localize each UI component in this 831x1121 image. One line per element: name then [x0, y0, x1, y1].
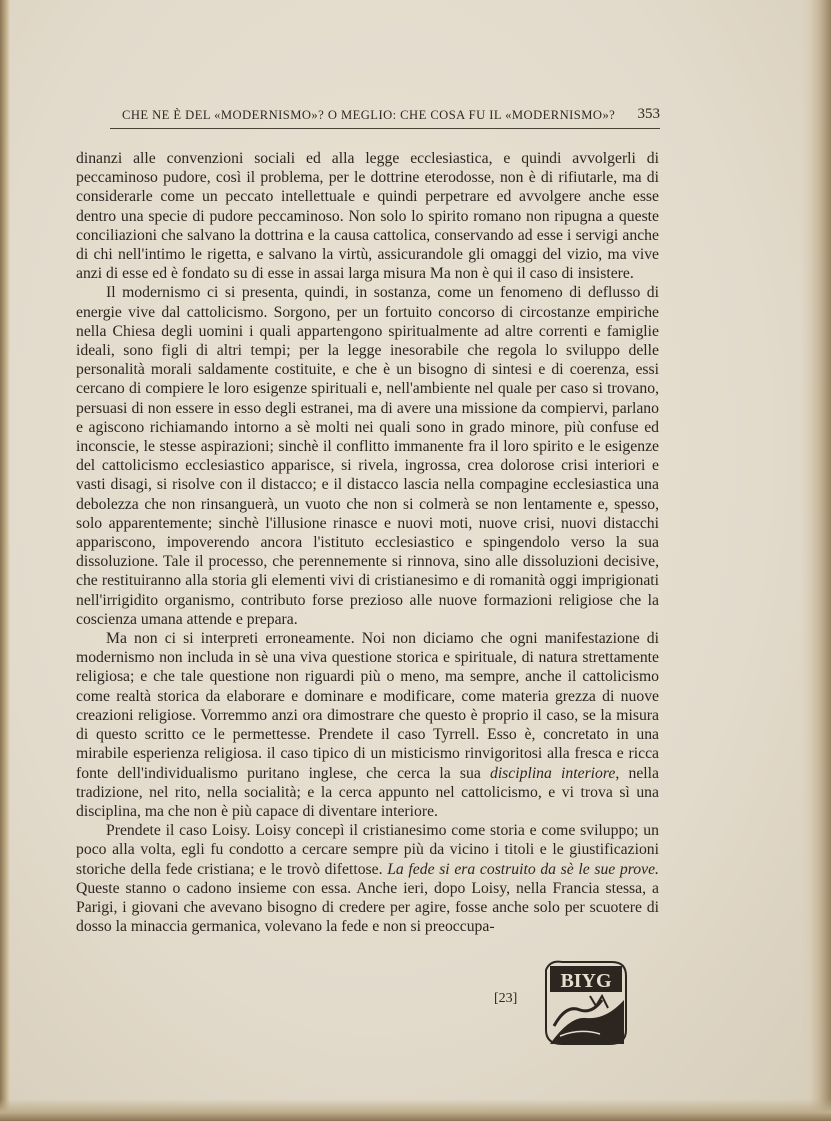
paragraph-4: [76, 821, 659, 936]
running-head: CHE NE È DEL «MODERNISMO»? O MEGLIO: CHE COSA FU IL «MODERNISMO»?: [122, 108, 616, 122]
page-header: [110, 106, 660, 129]
paragraph-2: Il modernismo ci si presenta, quindi, in sostanza, come un fenomeno di deflusso di energie vive dal cattolicismo. Sorgono, per un fortuito concorso di circostanze empiriche nella Chiesa degli uomini i quali appartengono spiritualmente ad altre correnti e famiglie ideali, sono figli di altri tempi; per la legge inesorabile che regola lo sviluppo delle personalità morali saldamente costituite, e che è un bisogno di sintesi e di coerenza, essi cercano di compiere le loro esigenze spirituali e, nell'ambiente nel quale per caso si trovano, persuasi di non essere in esso degli estranei, ma di avere una missione da compiervi, parlano e agiscono richiamando intorno a sè molti nei quali sono in grado minore, più confuse ed inconscie, le stesse aspirazioni; sinchè il conflitto immanente fra il loro spirito e le esigenze del cattolicismo ecclesiastico apparisce, si rivela, ingrossa, crea dolorose crisi interiori e vasti disagi, si risolve con il distacco; e il distacco lascia nella compagine ecclesiastica una debolezza che non rinsanguerà, un vuoto che non si colmerà se non lentamente e, spesso, solo apparentemente; sinchè l'illusione rinasce e nuovi moti, nuove crisi, nuovi distacchi appariscono, impoverendo ancora l'istituto ecclesiastico e spingendolo verso la sua dissoluzione. Tale il processo, che perennemente si rinnova, sino alle dissoluzioni decisive, che restituiranno alla storia gli elementi vivi di cristianesimo e di romanità oggi imprigionati nell'irrigidito organismo, contributo forse prezioso alle nuove formazioni religiose che la coscienza umana attende e prepara.: [76, 284, 659, 628]
paragraph-4-text-a: Prendete il caso Loisy. Loisy concepì il cristianesimo come storia e come sviluppo; un poco alla volta, egli fu condotto a cercare sempre più da vicino i titoli e le giustificazioni storiche della fede cristiana; e le trovò difettose.: [76, 822, 659, 878]
paragraph-4-emphasis: La fede si era costruito da sè le sue prove.: [387, 860, 659, 878]
paragraph-3-text-a: Ma non ci si interpreti erroneamente. Noi non diciamo che ogni manifestazione di modernismo non includa in sè una viva questione storica e spirituale, di natura strettamente religiosa; e che tale questione non riguardi più o meno, ma sempre, anche il cattolicismo come realtà storica da elaborare e dominare e modificare, come materia grezza di nuove creazioni religiose. Vorremmo anzi ora dimostrare che questo è proprio il caso, se la misura di questo scritto ce le permettesse. Prendete il caso Tyrrell. Esso è, concretato in una mirabile esperienza religiosa. il caso tipico di un misticismo rinvigoritosi alla fresca e ricca fonte dell'individualismo puritano inglese, che cerca la sua: [76, 630, 659, 782]
page-bottom-edge: [0, 1099, 831, 1121]
paragraph-1: dinanzi alle convenzioni sociali ed alla legge ecclesiastica, e quindi avvolgerli di peccaminoso pudore, così il problema, per le dottrine eterodosse, non è di rifiutarle, ma di considerarle come un peccato intellettuale e quindi perpetrare ed avvolgere anche esse dentro una specie di pudore peccaminoso. Non solo lo spirito romano non ripugna a queste conciliazioni che salvano la dottrina e la causa cattolica, conservando ad esse i servigi anche di chi nell'intimo le rigetta, e salvano la virtù, assicurandole gli omaggi del vizio, ma vive anzi di esse ed è fondato su di esse in assai larga misura Ma non è qui il caso di insistere.: [76, 150, 659, 283]
paragraph-3-emphasis: disciplina interiore: [489, 764, 616, 782]
paragraph-3: [76, 629, 659, 821]
body-text: [76, 149, 659, 936]
page-left-edge: [0, 0, 10, 1121]
page-right-edge: [801, 0, 831, 1121]
page-number: 353: [637, 106, 660, 122]
publisher-logo-icon: [540, 956, 632, 1050]
logo-lettering: BIYG: [560, 970, 612, 992]
paragraph-3-text-b: , nella tradizione, nel rito, nella socialità; e la cerca appunto nel cattolicismo, e vi trova sì una disciplina, ma che non è più capace di diventare interiore.: [76, 764, 659, 820]
signature-mark: [23]: [494, 991, 518, 1006]
paragraph-4-text-b: Queste stanno o cadono insieme con essa. Anche ieri, dopo Loisy, nella Francia stessa, a Parigi, i giovani che avevano bisogno di credere per agire, fosse anche solo per scuotere di dosso la minaccia germanica, volevano la fede e non si preoccupa-: [76, 879, 659, 936]
